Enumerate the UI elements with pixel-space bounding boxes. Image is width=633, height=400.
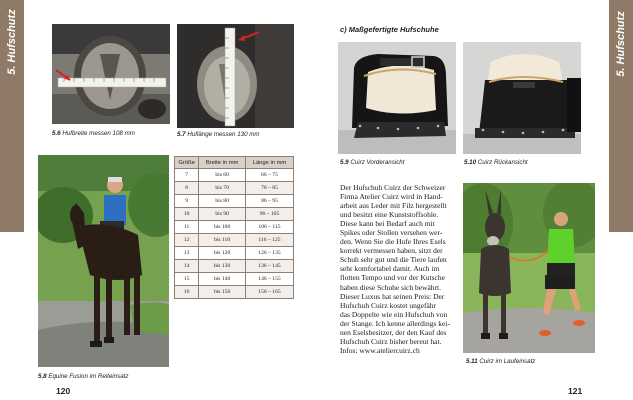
table-cell: 14: [175, 260, 199, 273]
table-row: [175, 221, 294, 234]
table-row: [175, 247, 294, 260]
text-line: Infos: www.ateliercuirz.ch: [340, 345, 420, 355]
text-line: flotten Tempo und vor der Kutsche: [340, 273, 445, 283]
text-line: arbeit aus Leder mit Filz hergestellt: [340, 201, 447, 211]
figure-caption: 5.11 Cuirz im Laufeinsatz: [466, 358, 536, 365]
boot-front-photo: [338, 42, 456, 154]
text-line: Schuh sehr gut und die Tiere laufen: [340, 255, 447, 265]
table-row: [175, 273, 294, 286]
text-line: Firma Atelier Cuirz wird in Hand-: [340, 192, 443, 202]
table-cell: bis 150: [199, 286, 246, 299]
body-text: [340, 183, 460, 355]
table-cell: 7: [175, 169, 199, 182]
table-cell: 8: [175, 182, 199, 195]
table-cell: 10: [175, 208, 199, 221]
table-cell: 76 – 85: [245, 182, 293, 195]
table-row: [175, 169, 294, 182]
column-header: Größe: [175, 157, 199, 169]
table-cell: 116 – 125: [245, 234, 293, 247]
table-row: [175, 195, 294, 208]
figure-caption: 5.8 Equine Fusion im Reiteinsatz: [38, 373, 129, 380]
table-row: [175, 208, 294, 221]
table-row: [175, 260, 294, 273]
text-line: Dieser Luxus hat seinen Preis: Der: [340, 291, 445, 301]
hoof-length-photo: [177, 24, 294, 128]
section-heading: c) Maßgefertigte Hufschuhe: [340, 25, 439, 34]
table-cell: 96 – 105: [245, 208, 293, 221]
text-line: das Doppelte wie ein Hufschuh von: [340, 309, 448, 319]
text-line: Der Hufschuh Cuirz der Schweizer: [340, 183, 446, 192]
table-cell: 86 – 95: [245, 195, 293, 208]
table-cell: 136 – 145: [245, 260, 293, 273]
chapter-tab-label: 5. Hufschutz: [6, 9, 18, 75]
table-row: [175, 182, 294, 195]
table-cell: bis 130: [199, 260, 246, 273]
table-cell: bis 120: [199, 247, 246, 260]
text-line: nen Eselsbesitzer, der den Kauf des: [340, 327, 447, 337]
table-row: [175, 234, 294, 247]
text-line: korrekt vermessen haben, sitzt der: [340, 246, 443, 256]
boot-rear-photo: [463, 42, 581, 154]
figure-caption: 5.6 Hufbreite messen 108 mm: [52, 130, 135, 137]
text-line: sehr komfortabel damit. Auch im: [340, 264, 440, 274]
hoof-width-photo: [52, 24, 170, 124]
table-cell: 16: [175, 286, 199, 299]
table-cell: 11: [175, 221, 199, 234]
text-line: Diese kann bei Bedarf auch mit: [340, 219, 435, 229]
text-line: der Stange. Ich kenne allerdings kei-: [340, 318, 450, 328]
table-cell: bis 60: [199, 169, 246, 182]
table-cell: 156 – 165: [245, 286, 293, 299]
table-cell: bis 90: [199, 208, 246, 221]
table-row: [175, 286, 294, 299]
table-cell: bis 140: [199, 273, 246, 286]
text-line: Spikes oder Stollen versehen wer-: [340, 228, 443, 238]
table-cell: bis 110: [199, 234, 246, 247]
column-header: Breite in mm: [199, 157, 246, 169]
table-cell: 13: [175, 247, 199, 260]
table-header-row: [175, 157, 294, 169]
text-line: den. Wenn Sie die Hufe Ihres Esels: [340, 237, 446, 247]
chapter-side-tab-right: [609, 0, 633, 232]
donkey-runner-photo: [463, 183, 595, 353]
column-header: Länge in mm: [245, 157, 293, 169]
table-cell: bis 100: [199, 221, 246, 234]
rider-on-mule-photo: [38, 155, 169, 367]
table-cell: 126 – 135: [245, 247, 293, 260]
text-line: Hufschuh Cuirz kostet ungefähr: [340, 300, 437, 310]
text-line: haben diese Schuhe sich bewährt.: [340, 282, 442, 292]
table-cell: bis 70: [199, 182, 246, 195]
chapter-tab-label: 5. Hufschutz: [615, 11, 627, 77]
figure-caption: 5.7 Huflänge messen 130 mm: [177, 131, 260, 138]
figure-caption: 5.9 Cuirz Vorderansicht: [340, 159, 405, 166]
table-cell: bis 80: [199, 195, 246, 208]
figure-caption: 5.10 Cuirz Rückansicht: [464, 159, 528, 166]
text-line: und besitzt eine Kunststoffsohle.: [340, 210, 439, 220]
text-line: Hufschuh Cuirz bisher bereut hat.: [340, 336, 442, 346]
page-number-right: 121: [568, 386, 583, 396]
size-table: [174, 156, 294, 299]
table-cell: 9: [175, 195, 199, 208]
table-cell: 146 – 155: [245, 273, 293, 286]
chapter-side-tab-left: [0, 0, 24, 232]
table-cell: 106 – 115: [245, 221, 293, 234]
table-cell: 15: [175, 273, 199, 286]
page-number-left: 120: [56, 386, 71, 396]
table-cell: 12: [175, 234, 199, 247]
table-cell: 66 – 75: [245, 169, 293, 182]
